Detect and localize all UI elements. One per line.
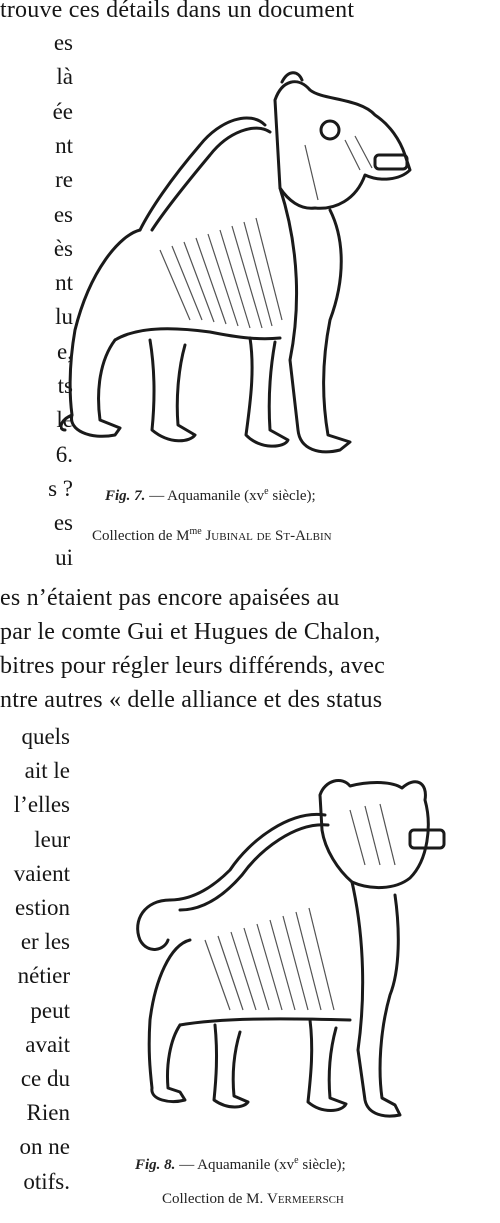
text-fragment: l’elles xyxy=(13,792,70,818)
text-fragment: ce du xyxy=(20,1066,70,1091)
text-fragment: là xyxy=(56,64,73,90)
figure-7-label: Fig. 7. xyxy=(105,488,146,504)
text-fragment: es xyxy=(53,510,73,536)
text-fragment: leur xyxy=(34,826,70,852)
figure-7-owner: Jubinal de St-Albin xyxy=(201,528,332,544)
figure-7-title-end: siècle); xyxy=(268,488,316,504)
figure-8-collection xyxy=(162,1190,344,1208)
text-fragment: nt xyxy=(55,132,73,158)
figure-8-title: — Aquamanile (xv xyxy=(179,1157,295,1173)
text-fragment: 6. xyxy=(55,441,73,467)
aquamanile-lion-illustration xyxy=(57,70,420,480)
aquamanile-dog-illustration xyxy=(110,770,470,1135)
figure-7-title: — Aquamanile (xv xyxy=(149,488,265,504)
text-fragment: peut xyxy=(30,997,70,1023)
figure-7-collection-sup: me xyxy=(189,526,202,537)
figure-8-caption xyxy=(135,1152,346,1174)
text-fragment: vaient xyxy=(13,860,70,886)
text-fragment: ui xyxy=(55,544,73,570)
text-line: par le comte Gui et Hugues de Chalon, xyxy=(0,619,381,645)
text-fragment: es xyxy=(53,30,73,55)
text-fragment: nétier xyxy=(17,963,70,989)
figure-7-collection xyxy=(92,523,332,545)
text-line: es n’étaient pas encore apaisées au xyxy=(0,585,340,611)
figure-8-title-end: siècle); xyxy=(298,1157,346,1173)
figure-8-label: Fig. 8. xyxy=(135,1157,176,1173)
text-fragment: avait xyxy=(25,1031,70,1057)
text-fragment: e, xyxy=(57,338,73,364)
text-fragment: lu xyxy=(55,304,73,330)
text-fragment: quels xyxy=(21,724,70,749)
text-fragment: s ? xyxy=(48,475,73,501)
text-fragment: otifs. xyxy=(23,1168,70,1194)
text-fragment: ait le xyxy=(24,758,70,784)
figure-7-sup: e xyxy=(264,486,269,497)
text-fragment: er les xyxy=(20,929,70,955)
figure-8-collection-prefix: Collection de M. xyxy=(162,1191,267,1207)
text-line: bitres pour régler leurs différends, avec xyxy=(0,653,385,679)
text-fragment: re xyxy=(55,167,73,193)
top-text-line: trouve ces détails dans un document xyxy=(0,0,355,23)
figure-8-sup: e xyxy=(294,1155,299,1166)
text-line: ntre autres « delle alliance et des status xyxy=(0,687,383,713)
text-fragment: le xyxy=(56,407,73,433)
text-fragment: ée xyxy=(52,98,73,124)
text-fragment: ès xyxy=(53,235,73,261)
text-fragment: on ne xyxy=(19,1134,70,1160)
text-fragment: Rien xyxy=(26,1100,70,1126)
figure-7-caption xyxy=(105,483,316,505)
text-fragment: es xyxy=(53,201,73,227)
figure-7-collection-prefix: Collection de M xyxy=(92,528,190,544)
text-fragment: estion xyxy=(15,895,70,920)
text-fragment: nt xyxy=(55,270,73,296)
figure-8-owner: Vermeersch xyxy=(267,1191,344,1207)
text-fragment: ts xyxy=(57,373,73,398)
